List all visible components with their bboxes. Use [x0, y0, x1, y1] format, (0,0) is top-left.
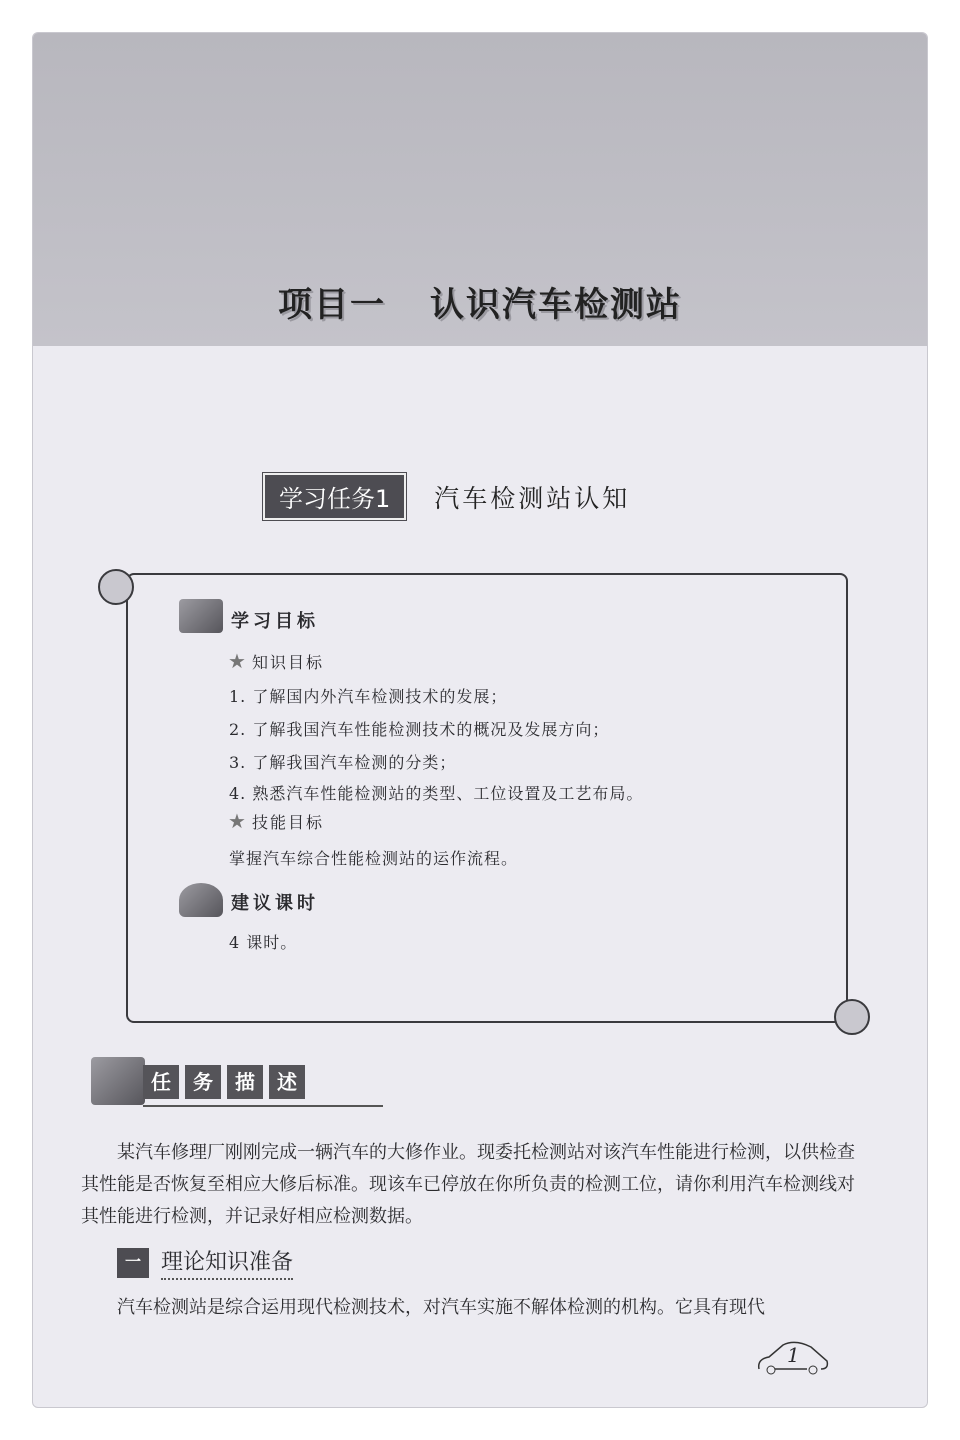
hours-heading: 建议课时: [231, 893, 319, 914]
page-number: 1: [755, 1339, 831, 1375]
knowledge-item: 2. 了解我国汽车性能检测技术的概况及发展方向；: [229, 720, 610, 739]
scroll-curl-icon: [834, 999, 870, 1035]
knowledge-item: 1. 了解国内外汽车检测技术的发展；: [229, 687, 508, 706]
star-icon: ★: [228, 649, 248, 673]
task-banner: [263, 473, 630, 520]
task-name: 汽车检测站认知: [434, 483, 631, 513]
knowledge-heading: ★ 知识目标: [228, 649, 324, 673]
hours-text: 4 课时。: [229, 933, 298, 952]
skill-text: 掌握汽车综合性能检测站的运作流程。: [229, 849, 519, 868]
knowledge-item: 3. 了解我国汽车检测的分类；: [229, 753, 457, 772]
star-icon: ★: [228, 809, 248, 833]
clock-icon: [179, 883, 223, 917]
book-page: [32, 32, 928, 1408]
books-icon: [179, 599, 223, 633]
page-title: 项目一 认识汽车检测站: [278, 285, 682, 325]
task-label: 学习任务1: [263, 473, 406, 520]
objectives-heading: 学习目标: [231, 611, 319, 632]
section-heading: 一 理论知识准备: [117, 1245, 293, 1280]
section-text: 汽车检测站是综合运用现代检测技术，对汽车实施不解体检测的机构。它具有现代: [117, 1297, 765, 1318]
scroll-curl-icon: [98, 569, 134, 605]
tools-icon: [91, 1057, 145, 1105]
knowledge-item: 4. 熟悉汽车性能检测站的类型、工位设置及工艺布局。: [229, 784, 644, 803]
skill-heading: ★ 技能目标: [228, 809, 324, 833]
task-desc-heading: 任 务 描 述: [143, 1065, 311, 1099]
task-desc-text: 某汽车修理厂刚刚完成一辆汽车的大修作业。现委托检测站对该汽车性能进行检测，以供检查其性能是否恢复至相应大修后标准。现该车已停放在你所负责的检测工位，请你利用汽车检测线对其性能进行检测，并记录好相应检测数据。: [81, 1142, 855, 1227]
divider: [143, 1105, 383, 1107]
